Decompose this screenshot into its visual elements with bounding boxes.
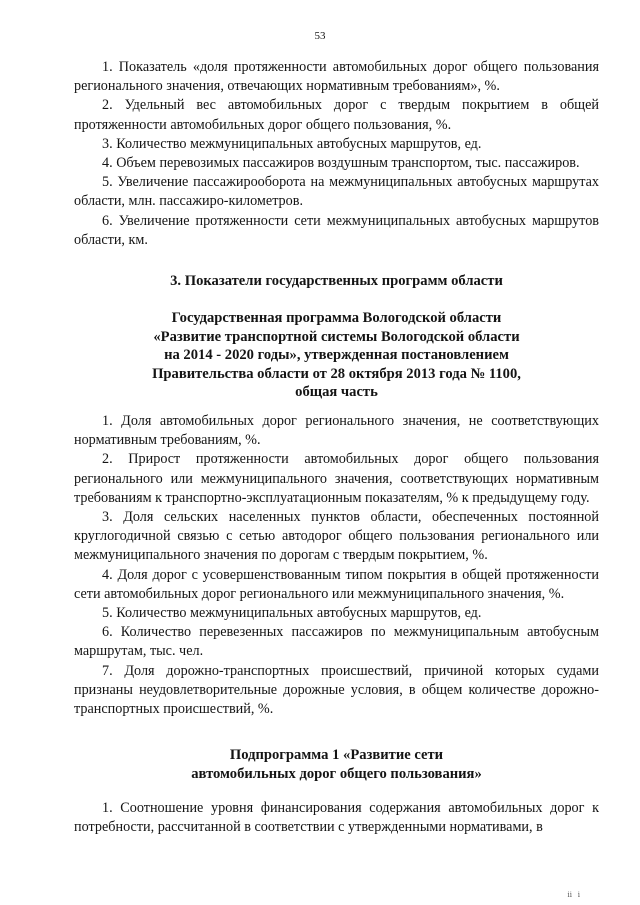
- program-heading-line: «Развитие транспортной системы Вологодской области: [153, 328, 520, 345]
- program-heading: [74, 309, 599, 402]
- program-heading-line: Правительства области от 28 октября 2013 года № 1100,: [152, 365, 521, 382]
- subprogram-heading-line: автомобильных дорог общего пользования»: [191, 765, 482, 782]
- list-item: 3. Доля сельских населенных пунктов области, обеспеченных постоянной круглогодичной связью с сетью автодорог общего пользования регионального или межмуниципального значения по дорогам с твердым покрытием, %.: [74, 509, 599, 564]
- list-item: 5. Увеличение пассажирооборота на межмуниципальных автобусных маршрутах области, млн. пассажиро-километров.: [74, 174, 599, 210]
- corner-mark: ⅱ ⅰ: [567, 891, 582, 899]
- list-item: 2. Удельный вес автомобильных дорог с твердым покрытием в общей протяженности автомобильных дорог общего пользования, %.: [74, 97, 599, 133]
- subprogram-heading: [74, 746, 599, 783]
- list-item: 6. Увеличение протяженности сети межмуниципальных автобусных маршрутов области, км.: [74, 212, 599, 248]
- list-item: 6. Количество перевезенных пассажиров по межмуниципальным автобусным маршрутам, тыс. чел.: [74, 624, 599, 660]
- list-item: 5. Количество межмуниципальных автобусных маршрутов, ед.: [102, 605, 482, 622]
- indicator-list-subprogram: [74, 799, 599, 837]
- page-number: 53: [314, 30, 326, 42]
- section-heading: 3. Показатели государственных программ области: [170, 273, 503, 289]
- list-item: 4. Объем перевозимых пассажиров воздушным транспортом, тыс. пассажиров.: [102, 155, 580, 172]
- indicator-list-program: [74, 412, 599, 719]
- list-item: 1. Соотношение уровня финансирования содержания автомобильных дорог к потребности, рассчитанной в соответствии с утвержденными нормативами, в: [74, 800, 599, 836]
- subprogram-heading-line: Подпрограмма 1 «Развитие сети: [229, 747, 444, 763]
- list-item: 1. Показатель «доля протяженности автомобильных дорог общего пользования регионального значения, отвечающих нормативным требованиям», %.: [74, 59, 599, 95]
- list-item: 3. Количество межмуниципальных автобусных маршрутов, ед.: [102, 135, 482, 152]
- list-item: 2. Прирост протяженности автомобильных дорог общего пользования регионального или межмуниципального значения, соответствующих нормативным требованиям к транспортно-эксплуатационным показателям, % к предыдущему году.: [74, 451, 599, 506]
- program-heading-line: общая часть: [295, 384, 378, 401]
- program-heading-line: Государственная программа Вологодской области: [171, 310, 502, 326]
- list-item: 7. Доля дорожно-транспортных происшествий, причиной которых судами признаны неудовлетворительные дорожные условия, в общем количестве дорожно-транспортных происшествий, %.: [74, 662, 599, 718]
- program-heading-line: на 2014 - 2020 годы», утвержденная постановлением: [164, 347, 509, 364]
- list-item: 4. Доля дорог с усовершенствованным типом покрытия в общей протяженности сети автомобильных дорог регионального или межмуниципального значения, %.: [74, 566, 599, 602]
- indicator-list-general: [74, 58, 599, 250]
- list-item: 1. Доля автомобильных дорог регионального значения, не соответствующих нормативным требованиям, %.: [74, 413, 599, 449]
